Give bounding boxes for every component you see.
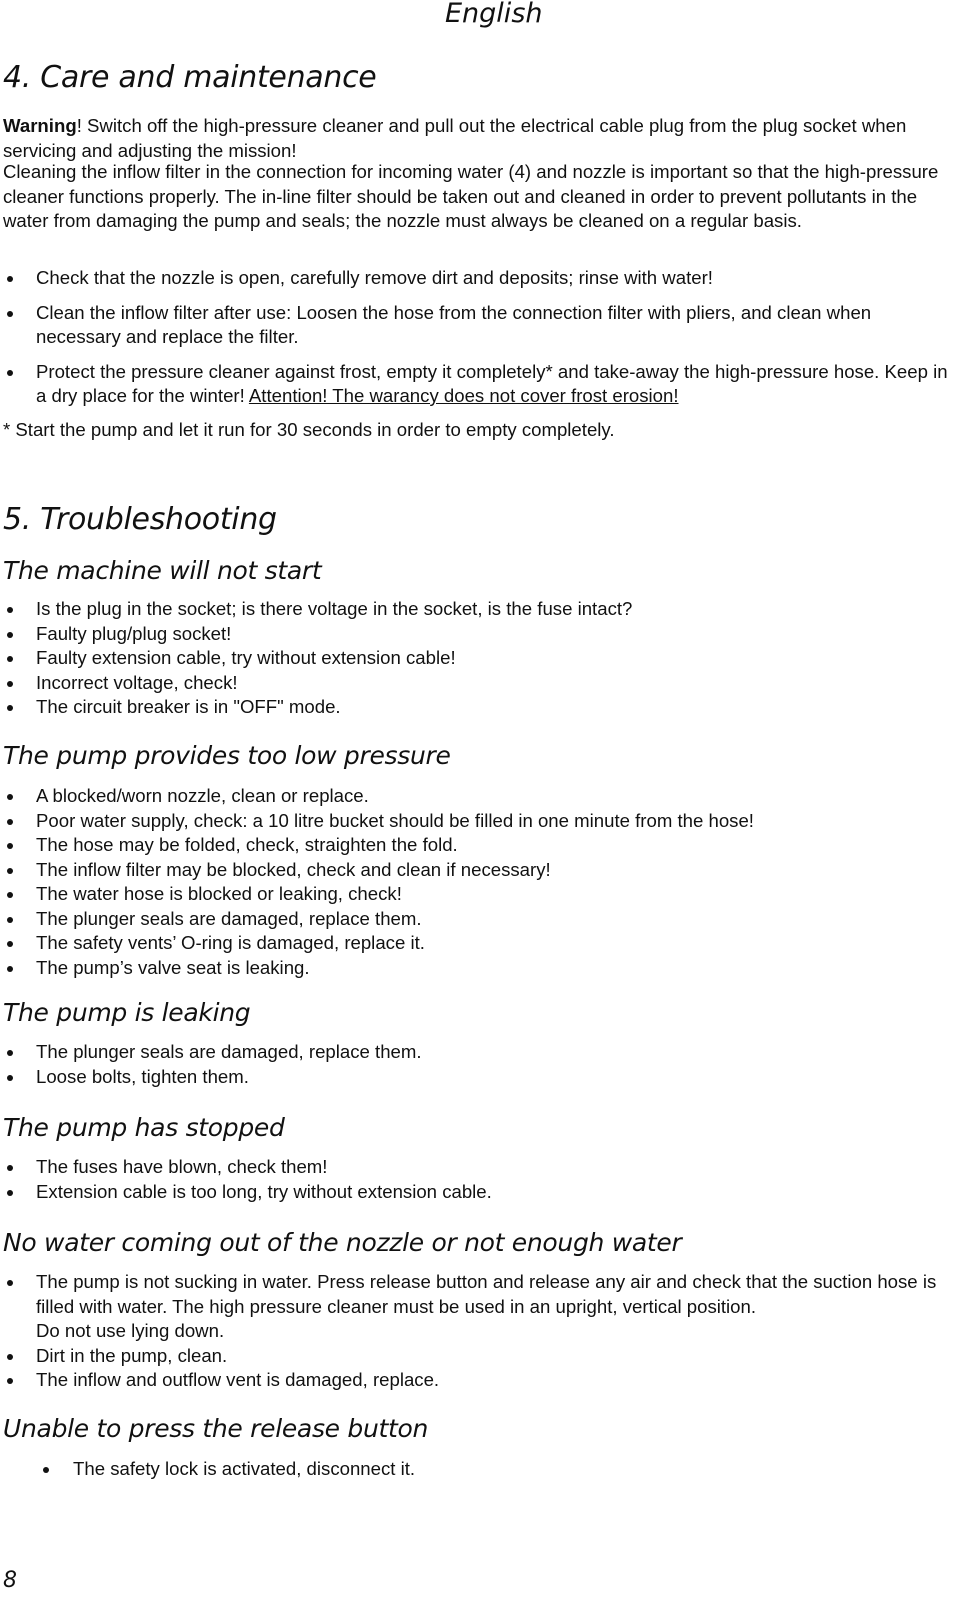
- warning-label: Warning: [3, 115, 77, 136]
- page-number: 8: [3, 1568, 17, 1593]
- list-item: The plunger seals are damaged, replace them.: [0, 1040, 956, 1065]
- section-list: [0, 784, 956, 980]
- list-item: The inflow filter may be blocked, check and clean if necessary!: [0, 858, 956, 883]
- section-heading: The pump is leaking: [3, 998, 251, 1027]
- list-item: Check that the nozzle is open, carefully remove dirt and deposits; rinse with water!: [0, 266, 956, 291]
- section-heading: Unable to press the release button: [3, 1414, 429, 1443]
- list-item: The water hose is blocked or leaking, check!: [0, 882, 956, 907]
- list-item: The inflow and outflow vent is damaged, replace.: [0, 1368, 956, 1393]
- list-item: [0, 1270, 956, 1344]
- care-title: 4. Care and maintenance: [3, 60, 377, 95]
- troubleshooting-title: 5. Troubleshooting: [3, 502, 277, 537]
- list-item: Is the plug in the socket; is there voltage in the socket, is the fuse intact?: [0, 597, 956, 622]
- list-item: Dirt in the pump, clean.: [0, 1344, 956, 1369]
- list-item: The pump’s valve seat is leaking.: [0, 956, 956, 981]
- section-list: [0, 1270, 956, 1393]
- section-heading: The pump provides too low pressure: [3, 741, 451, 770]
- section-heading: The machine will not start: [3, 556, 322, 585]
- list-item: A blocked/worn nozzle, clean or replace.: [0, 784, 956, 809]
- section-heading: The pump has stopped: [3, 1113, 285, 1142]
- care-bullet-list: [0, 266, 956, 419]
- item-text: The pump is not sucking in water. Press release button and release any air and check that the suction hose is filled with water. The high pressure cleaner must be used in an upright, vertical position.: [36, 1271, 937, 1317]
- list-item: Loose bolts, tighten them.: [0, 1065, 956, 1090]
- section-list: [0, 1040, 956, 1089]
- section-list: [0, 1457, 960, 1482]
- list-item: The safety lock is activated, disconnect it.: [0, 1457, 960, 1482]
- care-paragraph: Cleaning the inflow filter in the connection for incoming water (4) and nozzle is important so that the high-pressure cleaner functions properly. The in-line filter should be taken out and cleaned in order to prevent pollutants in the water from damaging the pump and seals; the nozzle must always be cleaned on a regular basis.: [3, 161, 939, 231]
- list-item: Faulty plug/plug socket!: [0, 622, 956, 647]
- care-footnote: * Start the pump and let it run for 30 seconds in order to empty completely.: [3, 419, 615, 440]
- frost-warning: Attention! The warancy does not cover frost erosion!: [248, 385, 679, 406]
- frost-text: Protect the pressure cleaner against frost, empty it completely* and take-away the high-pressure hose. Keep in a dry place for the winter!: [36, 360, 948, 406]
- list-item: The plunger seals are damaged, replace them.: [0, 907, 956, 932]
- list-item: The fuses have blown, check them!: [0, 1155, 956, 1180]
- list-item: Faulty extension cable, try without extension cable!: [0, 646, 956, 671]
- language-label: English: [445, 0, 543, 29]
- warning-text: ! Switch off the high-pressure cleaner and pull out the electrical cable plug from the plug socket when servicing and adjusting the mission!: [3, 115, 907, 161]
- list-item: Extension cable is too long, try without extension cable.: [0, 1180, 956, 1205]
- list-item: Poor water supply, check: a 10 litre bucket should be filled in one minute from the hose!: [0, 809, 956, 834]
- list-item: Clean the inflow filter after use: Loosen the hose from the connection filter with pliers, and clean when necessary and replace the filter.: [0, 301, 956, 350]
- list-item: [0, 360, 956, 409]
- list-item: Incorrect voltage, check!: [0, 671, 956, 696]
- care-warning-paragraph: [3, 114, 958, 163]
- section-heading: No water coming out of the nozzle or not enough water: [3, 1228, 682, 1257]
- item-extra-line: Do not use lying down.: [36, 1320, 225, 1341]
- list-item: The hose may be folded, check, straighten the fold.: [0, 833, 956, 858]
- section-list: [0, 597, 956, 720]
- list-item: The circuit breaker is in "OFF" mode.: [0, 695, 956, 720]
- list-item: The safety vents’ O-ring is damaged, replace it.: [0, 931, 956, 956]
- section-list: [0, 1155, 956, 1204]
